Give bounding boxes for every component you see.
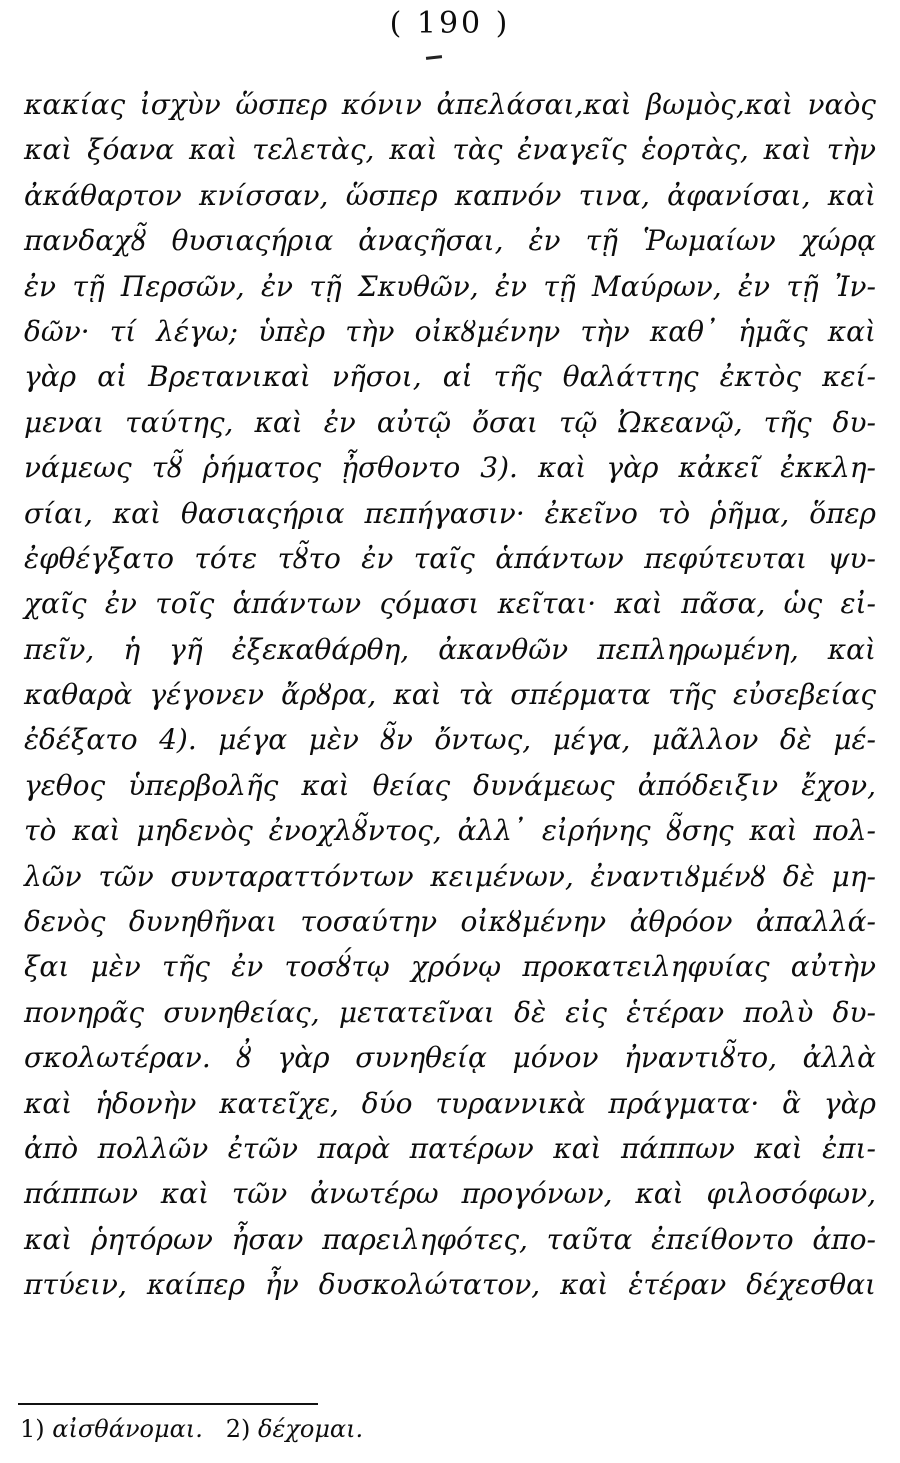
text-line: δενὸς δυνηθῆναι τοσαύτην οἰκȣμένην ἀθρόον ἀπαλλά- [24, 905, 876, 939]
text-line: πάππων καὶ τῶν ἀνωτέρω προγόνων, καὶ φιλοσόφων, [24, 1177, 876, 1211]
text-line: πανδαχȣ̃ θυσιαςήρια ἀναςῆσαι, ἐν τῇ Ῥωμαίων χώρᾳ [24, 224, 876, 258]
text-line: ξαι μὲν τῆς ἐν τοσȣ́τῳ χρόνῳ προκατειληφυίας αὐτὴν [24, 950, 876, 984]
text-line: ἀπὸ πολλῶν ἐτῶν παρὰ πατέρων καὶ πάππων καὶ ἐπι- [24, 1131, 876, 1165]
text-line: κακίας ἰσχὺν ὥσπερ κόνιν ἀπελάσαι,καὶ βωμὸς,καὶ ναὸς [24, 88, 876, 121]
text-line: λῶν τῶν συνταραττόντων κειμένων, ἐναντιȣμένȣ δὲ μη- [24, 859, 876, 893]
text-line: χαῖς ἐν τοῖς ἁπάντων ςόμασι κεῖται· καὶ πᾶσα, ὡς εἰ- [24, 587, 876, 621]
text-line: πεῖν, ἡ γῆ ἐξεκαθάρθη, ἀκανθῶν πεπληρωμένη, καὶ [24, 632, 876, 666]
text-line: σίαι, καὶ θασιαςήρια πεπήγασιν· ἐκεῖνο τὸ ῥῆμα, ὅπερ [24, 496, 876, 530]
footnote [20, 1409, 363, 1449]
text-line: τὸ καὶ μηδενὸς ἐνοχλȣ̃ντος, ἀλλ᾽ εἰρήνης ȣ̃σης καὶ πολ- [24, 814, 876, 848]
text-line: καὶ ξόανα καὶ τελετὰς, καὶ τὰς ἐναγεῖς ἑορτὰς, καὶ τὴν [24, 133, 876, 167]
text-line: ἐν τῇ Περσῶν, ἐν τῇ Σκυθῶν, ἐν τῇ Μαύρων, ἐν τῇ Ἰν- [24, 269, 876, 303]
body-text [24, 82, 876, 1308]
footnote-text-2: δέχομαι. [258, 1415, 364, 1443]
text-line: μεναι ταύτης, καὶ ἐν αὐτῷ ὄσαι τῷ Ὠκεανῷ, τῆς δυ- [24, 405, 876, 439]
text-line: καὶ ἡδονὴν κατεῖχε, δύο τυραννικὰ πράγματα· ἃ γὰρ [24, 1086, 876, 1120]
text-line: ἐφθέγξατο τότε τȣ̃το ἐν ταῖς ἁπάντων πεφύτευται ψυ- [24, 541, 876, 575]
footnote-marker-2: 2) [225, 1415, 251, 1443]
text-line: γὰρ αἱ Βρετανικαὶ νῆσοι, αἱ τῆς θαλάττης ἐκτὸς κεί- [24, 360, 876, 394]
footnote-marker-1: 1) [20, 1415, 45, 1443]
footnote-rule [18, 1403, 318, 1405]
page-number: ( 190 ) [389, 6, 511, 41]
ornament-dash [426, 55, 442, 60]
text-line: γεθος ὑπερβολῆς καὶ θείας δυνάμεως ἀπόδειξιν ἔχον, [24, 768, 876, 802]
text-line: σκολωτέραν. ȣ̓ γὰρ συνηθείᾳ μόνον ἠναντιȣ̃το, ἀλλὰ [24, 1041, 876, 1075]
footnote-text-1: αἰσθάνομαι. [52, 1415, 203, 1443]
text-line: δῶν· τί λέγω; ὑπὲρ τὴν οἰκȣμένην τὴν καθ᾽ ἡμᾶς καὶ [24, 314, 876, 348]
text-line: νάμεως τȣ̃ ῥήματος ᾖσθοντο 3). καὶ γὰρ κἀκεῖ ἐκκλη- [24, 451, 876, 485]
text-line: ἀκάθαρτον κνίσσαν, ὥσπερ καπνόν τινα, ἀφανίσαι, καὶ [24, 178, 876, 212]
text-line: πτύειν, καίπερ ἦν δυσκολώτατον, καὶ ἑτέραν δέχεσθαι [24, 1268, 876, 1302]
text-line: καθαρὰ γέγονεν ἄρȣρα, καὶ τὰ σπέρματα τῆς εὐσεβείας [24, 678, 876, 712]
text-line: πονηρᾶς συνηθείας, μετατεῖναι δὲ εἰς ἑτέραν πολὺ δυ- [24, 995, 876, 1029]
text-line: ἐδέξατο 4). μέγα μὲν ȣ̃ν ὄντως, μέγα, μᾶλλον δὲ μέ- [24, 723, 876, 757]
text-line: καὶ ῥητόρων ἦσαν παρειληφότες, ταῦτα ἐπείθοντο ἀπο- [24, 1222, 876, 1256]
